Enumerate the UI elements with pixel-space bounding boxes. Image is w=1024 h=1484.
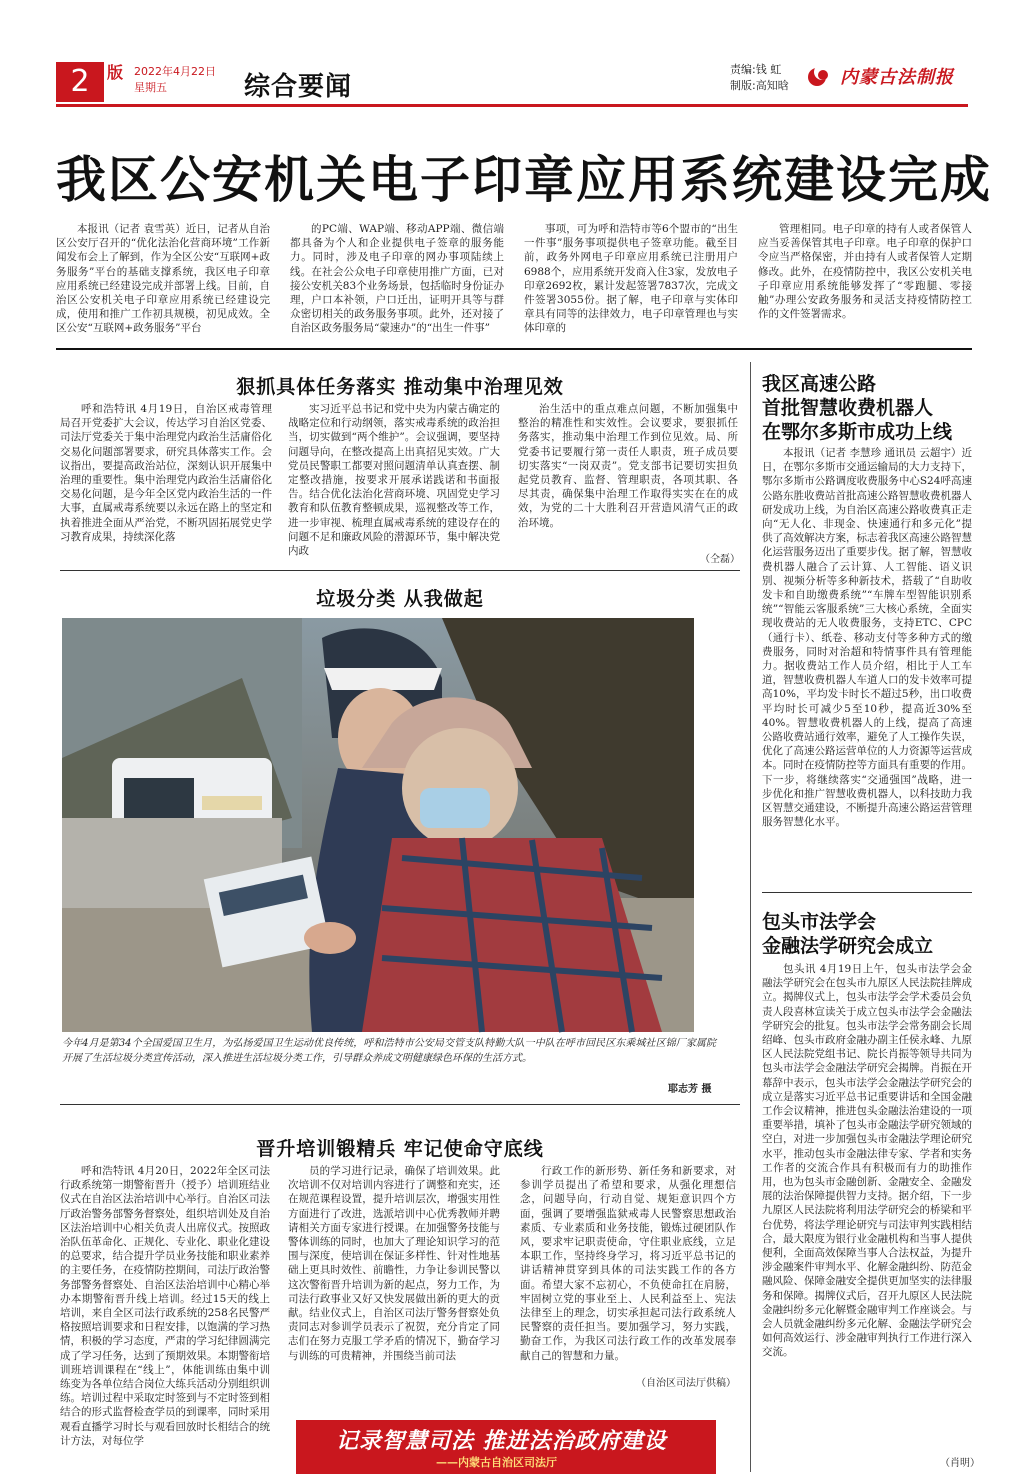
newspaper-name: 内蒙古法制报 xyxy=(840,67,954,88)
lead-column-2 xyxy=(290,222,504,340)
issue-date xyxy=(134,64,216,96)
date-text: 2022年4月22日 xyxy=(134,65,216,78)
highway-text: 本报讯（记者 李慧珍 通讯员 云超宇）近日，在鄂尔多斯市交通运输局的大力支持下，鄂尔多斯市公路调度收费服务中心S24呼高速公路东胜收费站首批高速公路智慧收费机器人研发成功上线，为自治区高速公路收费真正走向“无人化、非现金、快速通行和多元化”提供了高效解决方案，标志着我区高速公路智慧化运营服务迈出了重要步伐。据了解，智慧收费机器人融合了云计算、人工智能、语义识别、视频分析等多种新技术，搭载了“自助收发卡和自助缴费系统”“车牌车型智能识别系统”“智能云客服系统”三大核心系统，全面实现收费站的无人收费服务，支持ETC、CPC（通行卡）、纸卷、移动支付等多种方式的缴费服务，同时对治超和特情事件具有管理能力。据收费站工作人员介绍，相比于人工车道，智慧收费机器人车道人口的发卡效率可提高10%，平均发卡时长不超过5秒，出口收费平均时长可减少5至10秒，提高近30%至40%。智慧收费机器人的上线，提高了高速公路收费站通行效率，避免了人工操作失误，优化了高速公路运营单位的人力资源等运营成本。同时在疫情防控等方面具有重要的作用。下一步，将继续落实“交通强国”战略，进一步优化和推广智慧收费机器人，以科技助力我区智慧交通建设，不断提升高速公路运营管理服务智慧化水平。 xyxy=(762,447,972,829)
photo-illustration xyxy=(62,618,694,1032)
section-title: 综合要闻 xyxy=(244,72,353,102)
logo-emblem-icon xyxy=(806,62,834,90)
lawsociety-column xyxy=(762,962,972,1434)
training-headline: 晋升培训锻精兵 牢记使命守底线 xyxy=(256,1138,544,1160)
lawsociety-source: （肖明） xyxy=(940,1458,980,1469)
lead-col3-text: 事项，可为呼和浩特市等6个盟市的“出生一件事”服务事项提供电子签章功能。截至目前，政务外网电子印章应用系统已注册用户6988个，应用系统开发商入住3家，发放电子印章2692枚，累计发起签署7837次，完成文件签署3055份。据了解，电子印章与实体印章具有同等的法律效力，电子印章管理也与实体印章的 xyxy=(524,223,738,335)
promo-banner xyxy=(296,1420,716,1474)
lawsociety-headline xyxy=(762,910,972,958)
task-column-2 xyxy=(288,402,500,564)
photo-credit: 耶志芳 摄 xyxy=(668,1084,712,1095)
page-number: 2 xyxy=(56,62,104,102)
training-column-1 xyxy=(60,1164,270,1447)
editor-credits xyxy=(730,62,789,94)
task-source: （仝磊） xyxy=(700,554,740,565)
task-col3-text: 治生活中的重点难点问题，不断加强集中整治的精准性和实效性。会议要求，要狠抓任务落实，推动集中治理工作到位见效。局、所党委书记要履行第一责任人职责，班子成员要切实落实“一岗双责”。党支部书记要切实担负起党员教育、监督、管理职责，各项其职、各尽其责，确保集中治理工作取得实实在在的成效，为党的二十大胜利召开营造风清气正的政治环境。 xyxy=(518,403,738,529)
banner-slogan: 记录智慧司法 推进法治政府建设 xyxy=(336,1428,667,1454)
page-number-label: 版 xyxy=(106,63,123,82)
training-col2-text: 员的学习进行记录，确保了培训效果。此次培训不仅对培训内容进行了调整和充实，还在规范课程设置，提升培训层次，增强实用性方面进行了改进，选派培训中心优秀教师并聘请相关方面专家进行授课。在加强警务技能与警体训练的同时，也加大了理论知识学习的范围与深度，使培训在保证多样性、针对性地基础上更具时效性、前瞻性，力争让参训民警以这次警衔晋升培训为新的起点，努力工作，为司法行政事业又好又快发展做出新的更大的贡献。结业仪式上，自治区司法厅警务督察处负责同志对参训学员表示了祝贺，充分肯定了同志们在努力克服工学矛盾的情况下，勤奋学习与训练的可贵精神，并围绕当前司法 xyxy=(288,1165,500,1362)
task-col2-text: 实习近平总书记和党中央为内蒙古确定的战略定位和行动纲领，落实戒毒系统的政治担当，切实做到“两个维护”。会议强调，要坚持问题导向，在整改提高上出真招见实效。广大党员民警职工都要对照问题清单认真查摆、制定整改措施，按要求开展承诺践诺和书面报告。结合优化法治化营商环境、巩固党史学习教育和队伍教育整顿成果，巡视整改等工作，进一步审视、梳理直属戒毒系统的建设存在的问题不足和廉政风险的潜源环节，集中解决党内政 xyxy=(288,403,500,558)
column-rule xyxy=(750,362,751,1472)
task-column-1 xyxy=(60,402,272,564)
lead-divider xyxy=(56,348,972,350)
lead-headline: 我区公安机关电子印章应用系统建设完成 xyxy=(56,150,992,209)
task-headline: 狠抓具体任务落实 推动集中治理见效 xyxy=(236,376,564,398)
highway-headline-line-3: 在鄂尔多斯市成功上线 xyxy=(762,421,953,443)
training-col1-text: 呼和浩特讯 4月20日，2022年全区司法行政系统第一期警衔晋升（授予）培训班结业仪式在自治区法治培训中心举行。自治区司法厅政治警务部警务督察处，组织培训处及自治区法治培训中心相关负责人出席仪式。按照政治队伍革命化、正规化、专业化、职业化建设的总要求，结合提升学员业务技能和职业素养的主要任务，在疫情防控期间，司法厅政治警务部警务督察处、自治区法治培训中心精心举办本期警衔晋升线上培训。经过15天的线上培训，来自全区司法行政系统的258名民警严格按照培训要求和日程安排，以饱满的学习热情，积极的学习态度，严肃的学习纪律圆满完成了学习任务，达到了预期效果。本期警衔培训班培训课程在“线上”，体能训练由集中训练变为各单位结合岗位大练兵活动分别组织训练。培训过程中采取定时签到与不定时签到相结合的形式监督检查学员的到课率，同时采用观看直播学习时长与观看回放时长相结合的统计方法，对每位学 xyxy=(60,1165,270,1447)
highway-headline-line-2: 首批智慧收费机器人 xyxy=(762,397,934,419)
photo-headline: 垃圾分类 从我做起 xyxy=(316,588,484,610)
lead-column-3 xyxy=(524,222,738,340)
lead-column-1 xyxy=(56,222,270,340)
training-column-2 xyxy=(288,1164,500,1404)
task-divider xyxy=(60,570,740,571)
photo-caption: 今年4月是第34个全国爱国卫生月，为弘扬爱国卫生运动优良传统，呼和浩特市公安局交管支队特勤大队一中队在呼市回民区东乘城社区锦厂家属院开展了生活垃圾分类宣传活动，深入推进生活垃圾分类工作，引导群众养成文明健康绿色环保的生活方式。 xyxy=(62,1038,716,1064)
task-col1-text: 呼和浩特讯 4月19日，自治区戒毒管理局召开党委扩大会议，传达学习自治区党委、司法厅党委关于集中治理党内政治生活庸俗化交易化问题部署要求，研究具体落实工作。会议指出，要提高政治站位，深刻认识开展集中治理的重要性。集中治理党内政治生活庸俗化交易化问题，是今年全区党内政治生活的一件大事，直属戒毒系统要以永远在路上的坚定和执着推进全面从严治党，不断巩固拓展党史学习教育成果，持续深化落 xyxy=(60,403,272,543)
photo-divider xyxy=(60,1104,740,1105)
lawsociety-headline-line-1: 包头市法学会 xyxy=(762,911,877,933)
masthead-rule xyxy=(56,104,968,107)
lawsociety-text: 包头讯 4月19日上午，包头市法学会金融法学研究会在包头市九原区人民法院挂牌成立。揭牌仪式上，包头市法学会学术委员会负责人段喜林宣读关于成立包头市法学会金融法学研究会的批复。包头市法学会常务副会长周绍峰、包头市政府金融办副主任侯永峰、九原区人民法院党组书记、院长肖振等领导共同为包头市法学会金融法学研究会揭牌。肖振在开幕辞中表示，包头市法学会金融法学研究会的成立是落实习近平总书记重要讲话和全国金融工作会议精神，推进包头金融法治建设的一项重要举措，填补了包头市金融法学研究领域的空白，对进一步加强包头市金融法学理论研究水平，推动包头市金融法律专家、学者和实务工作者的交流合作具有积极而有力的助推作用，也为包头市金融创新、金融安全、金融发展的法治保障提供智力支持。据介绍，下一步九原区人民法院将利用法学研究会的桥梁和平台优势，将法学理论研究与司法审判实践相结合，最大限度为银行业金融机构和当事人提供便利，全面高效保障当事人合法权益，为提升涉金融案件审判水平、化解金融纠纷、防范金融风险、保障金融安全提供更加坚实的法律服务和保障。揭牌仪式后，召开九原区人民法院金融纠纷多元化解暨金融审判工作座谈会。与会人员就金融纠纷多元化解、金融法学研究会如何高效运行、涉金融审判执行工作进行深入交流。 xyxy=(762,963,972,1359)
lead-col1-text: 本报讯（记者 袁雪英）近日，记者从自治区公安厅召开的“优化法治化营商环境”工作新闻发布会上了解到，作为全区公安“互联网+政务服务”平台的基础支撑系统，我区电子印章应用系统已经建设完成并部署上线。目前，自治区公安机关电子印章应用系统已经建设完成，使用和推广工作初具规模，初见成效。全区公安“互联网+政务服务”平台 xyxy=(56,223,270,335)
news-photo xyxy=(62,618,694,1032)
banner-sponsor: ——内蒙古自治区司法厅 xyxy=(436,1456,557,1469)
lead-column-4 xyxy=(758,222,972,340)
newspaper-logo xyxy=(806,62,954,90)
training-column-3 xyxy=(520,1164,736,1370)
editor: 责编:钱 虹 xyxy=(730,63,782,76)
lead-col4-text: 管理相同。电子印章的持有人或者保管人应当妥善保管其电子印章。电子印章的保护口令应当严格保密，并由持有人或者保管人定期修改。此外，在疫情防控中，我区公安机关电子印章应用系统能够发挥了“零跑腿、零接触”办理公安政务服务和灵活支持疫情防控工作的文件签署需求。 xyxy=(758,223,972,321)
highway-headline-line-1: 我区高速公路 xyxy=(762,373,877,395)
producer: 制版:高知晗 xyxy=(730,79,789,92)
task-column-3 xyxy=(518,402,738,552)
highway-column xyxy=(762,446,972,880)
highway-headline xyxy=(762,372,972,444)
training-source: （自治区司法厅供稿） xyxy=(636,1378,736,1389)
lawsociety-headline-line-2: 金融法学研究会成立 xyxy=(762,935,934,957)
weekday-text: 星期五 xyxy=(134,81,167,94)
lead-col2-text: 的PC端、WAP端、移动APP端、微信端都具备为个人和企业提供电子签章的服务能力。同时，涉及电子印章的网办事项陆续上线。在社会公众电子印章使用推广方面，已对接公安机关83个业务场景，包括临时身份证办理，户口本补领，户口迁出，证明开具等与群众密切相关的政务服务事项。此外，还对接了自治区政务服务局“蒙速办”的“出生一件事” xyxy=(290,223,504,335)
highway-divider xyxy=(762,892,972,893)
training-col3-text: 行政工作的新形势、新任务和新要求，对参训学员提出了希望和要求，从强化理想信念，问题导向，行动自觉、规矩意识四个方面，强调了要增强监狱戒毒人民警察思想政治素质、专业素质和业务技能，锻炼过硬团队作风，要求牢记职责使命，守住职业底线，立足本职工作，坚持终身学习，将习近平总书记的讲话精神贯穿到具体的司法实践工作的各方面。希望大家不忘初心，不负使命扛在肩膀，牢固树立党的事业至上、人民利益至上、宪法法律至上的理念，切实承担起司法行政系统人民警察的责任担当。要加强学习，努力实践，勤奋工作，为我区司法行政工作的改革发展奉献自己的智慧和力量。 xyxy=(520,1165,736,1362)
